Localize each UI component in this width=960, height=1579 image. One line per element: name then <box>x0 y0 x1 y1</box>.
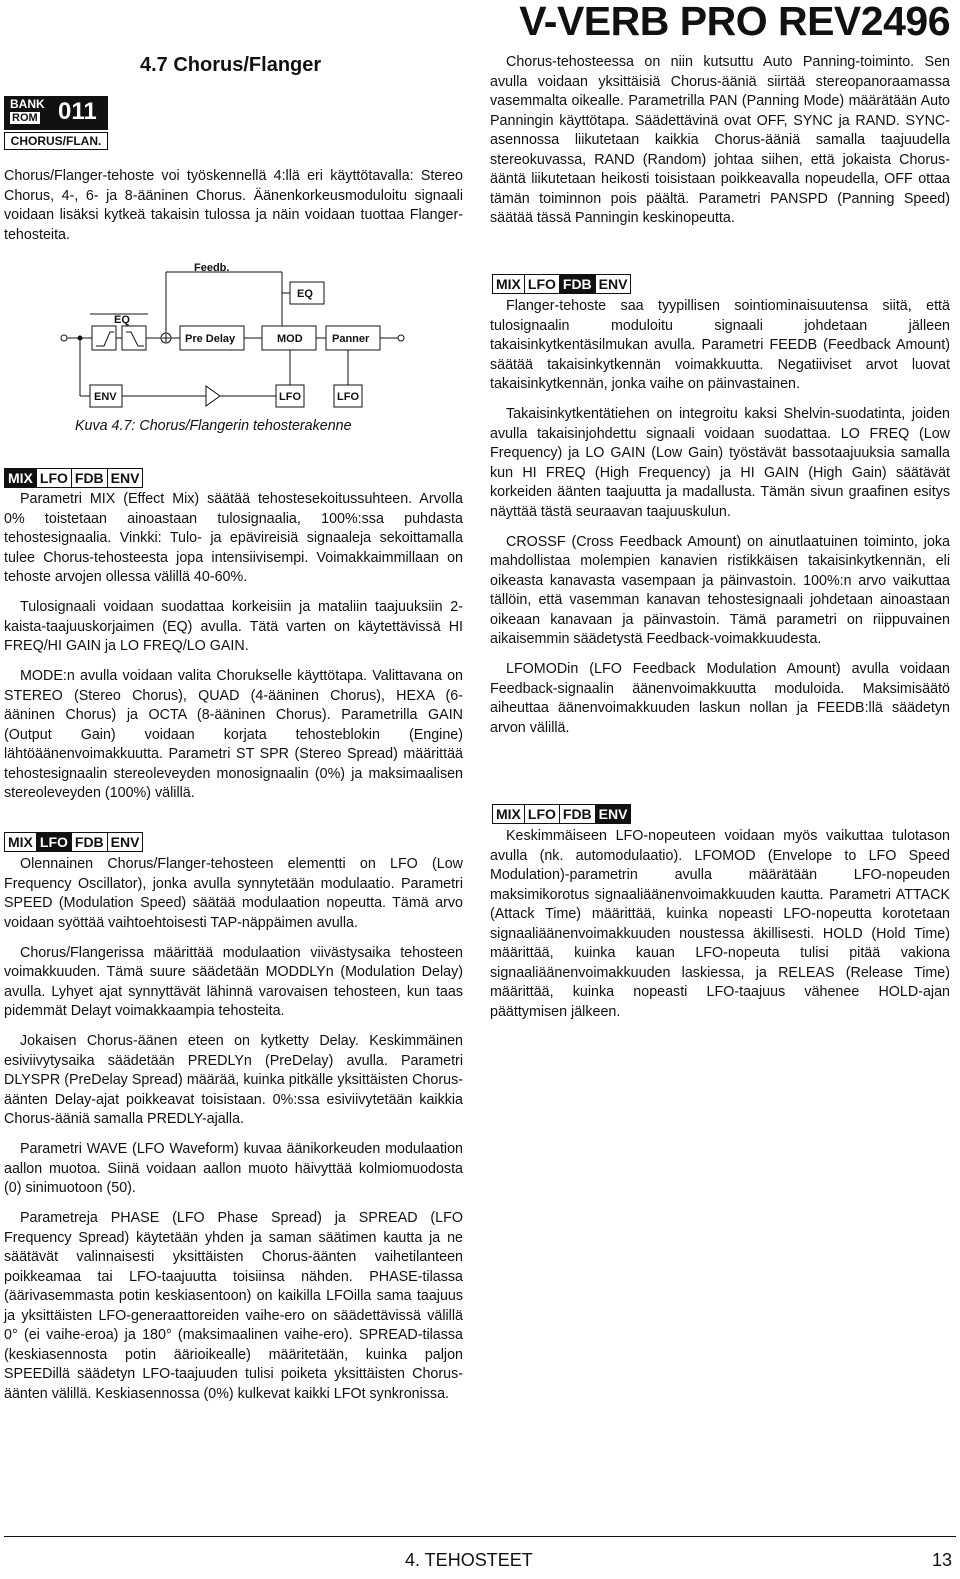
tab-fdb: FDB <box>560 805 596 823</box>
lfo-paragraph-1: Olennainen Chorus/Flanger-tehosteen elementti on LFO (Low Frequency Oscillator), jonka avulla synnytetään modulaatio. Parametri SPEED (Modulation Speed) säätää modulaation nopeutta. Tämä arvo voidaan syöttää vaihtoehtoisesti TAP-näppäimen avulla. <box>4 856 463 931</box>
feedb-label: Feedb. <box>194 262 230 274</box>
bank-badge <box>4 96 108 152</box>
output-node <box>398 335 404 341</box>
predelay-label: Pre Delay <box>185 333 236 345</box>
env-label: ENV <box>94 391 117 403</box>
section-title: 4.7 Chorus/Flanger <box>140 54 322 76</box>
tab-env: ENV <box>596 805 631 823</box>
feedback-section <box>490 297 950 749</box>
tab-mix: MIX <box>493 275 525 293</box>
mod-label: MOD <box>277 333 303 345</box>
fdb-paragraph-2: Takaisinkytkentätiehen on integroitu kaksi Shelvin-suodatinta, joiden avulla takaisinjohdettu signaali voidaan suodattaa. LO FREQ (Low Frequency) ja LO GAIN (Low Gain) työstävät bassotaajuuksia samalla kun HI FREQ (High Frequency) ja HI GAIN (High Gain) säätävät korkeiden äänten taajuutta ja madallusta. Tämän sivun graafinen esitys näyttää tästä seuraavan taajuuskulun. <box>490 406 950 520</box>
tab-env: ENV <box>110 470 140 486</box>
tab-lfo: LFO <box>525 805 560 823</box>
mix-paragraph-1: Parametri MIX (Effect Mix) säätää tehostesekoitussuhteen. Arvolla 0% toistetaan ainoastaan tulosignaalia, 100%:ssa puhdasta tehostesignaalia. Vinkki: Tulo- ja epävireisiä signaaleja sekoittamalla tulee Chorus-tehosteesta jopa intensiivisempi. Voimakkaimmillaan on tehoste arvojen ollessa välillä 40-60%. <box>4 491 463 585</box>
tab-lfo: LFO <box>37 833 72 851</box>
lfo-paragraph-4: Parametri WAVE (LFO Waveform) kuvaa äänikorkeuden modulaation aallon muotoa. Siinä voidaan aallon muoto häivyttää kolmiomuodosta (0) sinimuotoon (50). <box>4 1141 463 1196</box>
input-node <box>61 335 67 341</box>
tab-mix: MIX <box>493 805 525 823</box>
tab-lfo: LFO <box>37 469 72 487</box>
tab-env: ENV <box>110 834 140 850</box>
fdb-paragraph-1: Flanger-tehoste saa tyypillisen sointiominaisuutensa siitä, että tulosignaalin moduloitu signaali johdetaan jälleen takaisinkytkentäsilmukan avulla. Parametri FEEDB (Feedback Amount) säätää takaisinkytkennän voimakkuutta. Negatiiviset arvot luovat takaisinkytkennän, jonka vaihe on päinvastainen. <box>490 298 950 392</box>
fdb-paragraph-3: CROSSF (Cross Feedback Amount) on ainutlaatuinen toiminto, joka mahdollistaa molempien kanavien ristikkäisen takaisinkytkennän, eli oikeasta kanavasta vasempaan ja päinvastoin. 100%:n arvo vaikuttaa tällöin, että vasemman kanavan tehostesignaali johdetaan ainoastaan oikeaan kanavaan ja päinvastoin. Tämä parametri on riippuvainen aikaisemmin säädetystä Feedback-voimakkuudesta. <box>490 533 950 647</box>
chorus-flanger-block-diagram <box>56 262 416 412</box>
env-amp-triangle <box>206 386 220 406</box>
document-header-title: V-VERB PRO REV2496 <box>519 0 950 44</box>
page-number: 13 <box>931 1550 952 1570</box>
panner-label: Panner <box>332 333 370 345</box>
param-tabs-lfo <box>4 832 143 852</box>
panning-paragraph: Chorus-tehosteessa on niin kutsuttu Auto Panning-toiminto. Sen avulla voidaan yksittäisiä Chorus-ääniä siirtää stereopanoraamassa vasemmalta oikealle. Parametrilla PAN (Panning Mode) määrätään Auto Panningin käyttötapa. Säädettävinä ovat OFF, SYNC ja RAND. SYNC-asennossa liikutetaan kaikkia Chorus-ääniä samalla taajuudella stereokuvassa, RAND (Random) johtaa siihen, että jokaista Chorus-ääntä liikutetaan heikosti toisistaan poikkeavalla nopeudella, OFF ottaa tämän toiminnon pois päältä. Parametri PANSPD (Panning Speed) säätää tässä Panningin keskinopeutta. <box>490 54 950 226</box>
param-tabs-fdb <box>492 274 631 294</box>
param-tabs-mix <box>4 468 143 488</box>
bank-mode: CHORUS/FLAN. <box>4 132 108 150</box>
footer-divider <box>4 1536 956 1537</box>
tab-mix: MIX <box>5 469 37 487</box>
tab-fdb: FDB <box>72 469 108 487</box>
eq-label: EQ <box>114 314 130 326</box>
bank-number: 011 <box>58 98 97 125</box>
rom-label: ROM <box>12 112 38 124</box>
tab-fdb: FDB <box>72 833 108 851</box>
tab-env: ENV <box>598 276 628 292</box>
lfo-paragraph-2: Chorus/Flangerissa määrittää modulaation viivästysaika tehosteen voimakkuuden. Tämä suure säädetään MODDLYn (Modulation Delay) avulla. Lyhyet ajat synnyttävät lähinnä varovaisen tehosteen, kun taas pidemmät Delayt voimakkaampia tehosteita. <box>4 944 463 1019</box>
eq-top-label: EQ <box>297 288 313 300</box>
lfo-paragraph-5: Parametreja PHASE (LFO Phase Spread) ja SPREAD (LFO Frequency Spread) käytetään yhden ja saman säätimen kautta ja ne säätävät valinnaisesti yksittäisten Chorus-äänten vaihetilanteen poikkeamaa tai LFO-taajuutta toisiinsa nähden. PHASE-tilassa (äärivasemmasta potin keskiasentoon) on kaikilla LFOilla sama taajuus ja yksittäisten LFO-generaattoreiden vaihe-ero on säädettävissä välillä 0° (ei vaihe-eroa) ja 180° (maksimaalinen vaihe-ero). SPREAD-tilassa (keskiasennosta potin äärioikealle) määritetään, kuinka paljon SPEEDillä säädetyn LFO-taajuuden tulisi poiketa yksittäisten Chorus-äänten välillä. Keskiasennossa (0%) kulkevat kaikki LFOt synkronissa. <box>4 1210 463 1402</box>
tab-lfo: LFO <box>525 275 560 293</box>
envelope-paragraph: Keskimmäiseen LFO-nopeuteen voidaan myös vaikuttaa tulotason avulla (nk. automodulaatio). LFOMOD (Envelope to LFO Speed Modulation)-parametrin avulla määrätään LFO-nopeuden maksimikorotus signaaliäänenvoimakkuuden kautta. Parametri ATTACK (Attack Time) määrittää, kuinka nopeasti LFO-nopeutta korotetaan signaaliäänenvoimakkuuden noustessa äkillisesti. HOLD (Hold Time) määrittää, kuinka kauan LFO-nopeuta tulisi pitää vakiona signaaliäänenvoimakkuuden laskiessa, ja RELEAS (Release Time) määrittää, kuinka nopeasti LFO-taajuus vähenee HOLD-ajan päättymisen jälkeen. <box>490 828 950 1020</box>
mix-paragraph-3: MODE:n avulla voidaan valita Chorukselle käyttötapa. Valittavana on STEREO (Stereo Chorus), QUAD (4-ääninen Chorus), HEXA (6-ääninen Chorus) ja OCTA (8-ääninen Chorus). Parametrilla GAIN (Output Gain) voidaan korjata tehosteblokin (Engine) lähtöäänenvoimakkuutta. Parametri ST SPR (Stereo Spread) määrittää tehostesignaalin stereoleveyden monosignaalin (0%) ja maksimaalisen stereoleveyden (100%) välillä. <box>4 668 463 801</box>
fdb-paragraph-4: LFOMODin (LFO Feedback Modulation Amount) avulla voidaan Feedback-signaalin äänenvoimakkuutta moduloida. Maksimisäätö aiheuttaa äänenvoimakkuuden laskun nollan ja FEEDB:llä säädetyn arvon välillä. <box>490 661 950 736</box>
mix-section <box>4 490 463 814</box>
footer-chapter: 4. TEHOSTEET <box>405 1550 533 1570</box>
lfo1-label: LFO <box>279 391 301 403</box>
bank-label: BANK <box>10 97 45 111</box>
lfo-paragraph-3: Jokaisen Chorus-äänen eteen on kytketty Delay. Keskimmäinen esiviivytysaika säädetään PREDLYn (PreDelay) avulla. Parametri DLYSPR (PreDelay Spread) määrää, kuinka pitkälle yksittäisten Chorus-äänten Delay-ajat poikkeavat toisistaan. 0%:ssa esiviivytetään kaikkia Chorus-ääniä samalla PREDLY-ajalla. <box>4 1033 463 1127</box>
tab-mix: MIX <box>5 833 37 851</box>
mix-paragraph-2: Tulosignaali voidaan suodattaa korkeisiin ja mataliin taajuuksiin 2-kaista-taajuuskorjaimen (EQ) avulla. Tätä varten on käytettävissä HI FREQ/HI GAIN ja LO FREQ/LO GAIN. <box>4 599 463 654</box>
intro-paragraph: Chorus/Flanger-tehoste voi työskennellä 4:llä eri käyttötavalla: Stereo Chorus, 4-, 6- ja 8-ääninen Chorus. Äänenkorkeusmoduloitu signaali voidaan lisäksi kytkeä takaisin tulossa ja näin voidaan tuottaa Flanger-tehosteita. <box>4 168 463 243</box>
figure-caption: Kuva 4.7: Chorus/Flangerin tehosterakenne <box>75 418 352 434</box>
lfo2-label: LFO <box>337 391 359 403</box>
tab-fdb: FDB <box>560 275 596 293</box>
param-tabs-env <box>492 804 631 824</box>
lfo-section <box>4 855 463 1415</box>
